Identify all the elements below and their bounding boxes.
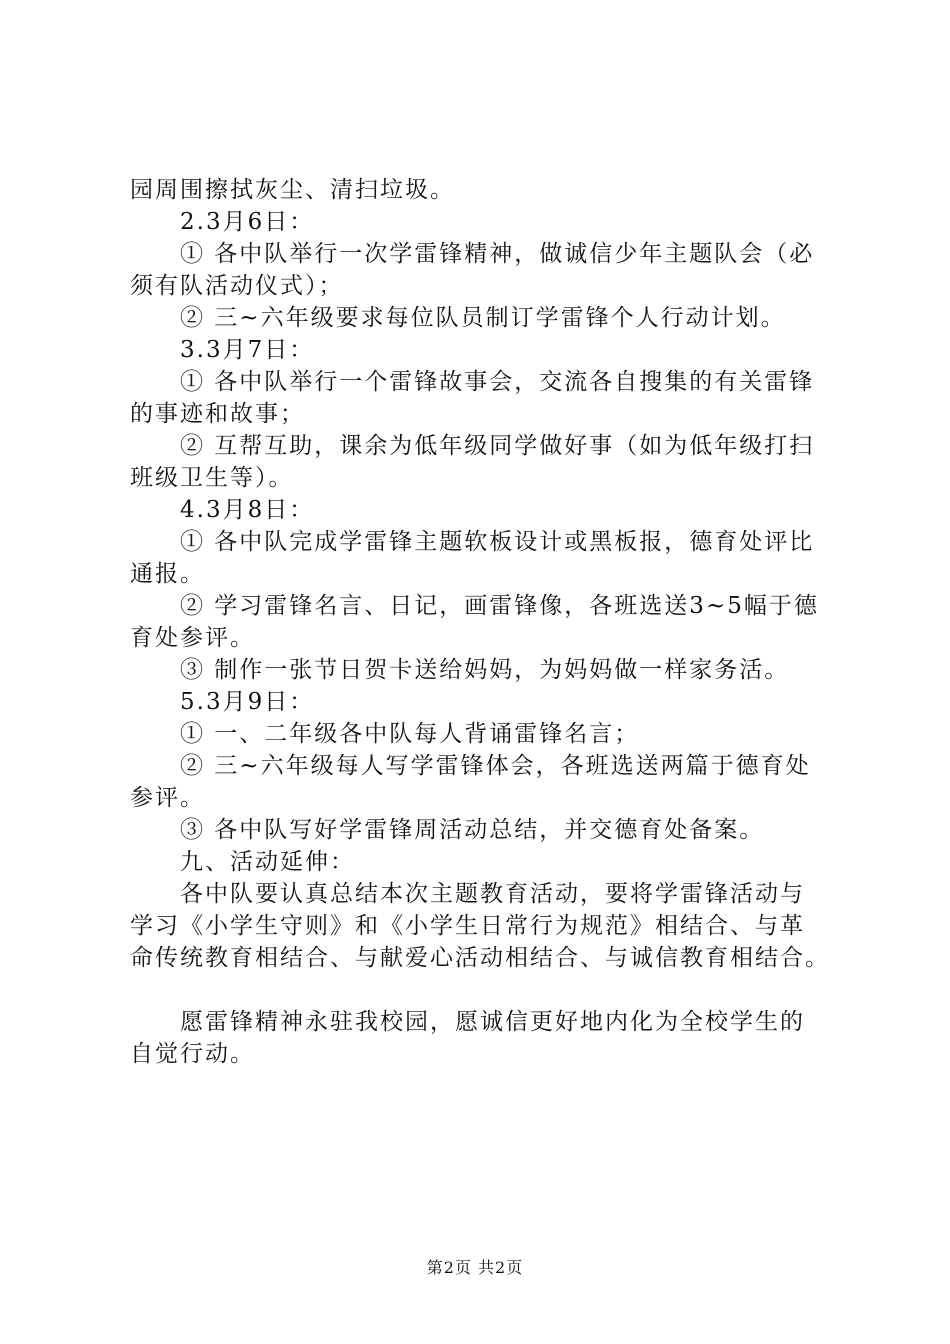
text-line: ② 三~六年级要求每位队员制订学雷锋个人行动计划。 [180, 305, 786, 331]
text-line: ① 一、二年级各中队每人背诵雷锋名言； [180, 721, 640, 747]
text-line: ② 学习雷锋名言、日记，画雷锋像，各班选送3~5幅于德 [180, 593, 819, 619]
text-line: ③ 各中队写好学雷锋周活动总结，并交德育处备案。 [180, 817, 765, 843]
closing-line: 愿雷锋精神永驻我校园，愿诚信更好地内化为全校学生的 [180, 1009, 805, 1035]
closing-line: 自觉行动。 [130, 1041, 255, 1067]
text-line: ① 各中队举行一个雷锋故事会，交流各自搜集的有关雷锋 [180, 369, 815, 395]
text-line: ① 各中队完成学雷锋主题软板设计或黑板报，德育处评比 [180, 529, 815, 555]
text-line: 学习《小学生守则》和《小学生日常行为规范》相结合、与革 [130, 913, 805, 939]
text-line: 育处参评。 [130, 625, 255, 651]
section-heading-mar9: 5.3月9日： [180, 689, 315, 715]
text-line: ① 各中队举行一次学雷锋精神，做诚信少年主题队会（必 [180, 241, 815, 267]
paragraph-spacer [130, 974, 850, 1006]
section-heading-mar6: 2.3月6日： [180, 209, 315, 235]
text-line: ③ 制作一张节日贺卡送给妈妈，为妈妈做一样家务活。 [180, 657, 790, 683]
text-line: 各中队要认真总结本次主题教育活动，要将学雷锋活动与 [180, 881, 805, 907]
text-line: 的事迹和故事； [130, 401, 305, 427]
text-line: 班级卫生等）。 [130, 465, 294, 491]
text-line: 命传统教育相结合、与献爱心活动相结合、与诚信教育相结合。 [130, 945, 830, 971]
page-footer: 第2页 共2页 [426, 1258, 524, 1277]
text-line: 通报。 [130, 561, 205, 587]
section-heading-extension: 九、活动延伸： [180, 849, 355, 875]
section-heading-mar7: 3.3月7日： [180, 337, 315, 363]
text-line: 园周围擦拭灰尘、清扫垃圾。 [130, 177, 455, 203]
text-line: 须有队活动仪式）； [130, 273, 344, 299]
text-line: 参评。 [130, 785, 205, 811]
text-line: ② 互帮互助，课余为低年级同学做好事（如为低年级打扫 [180, 433, 815, 459]
section-heading-mar8: 4.3月8日： [180, 497, 315, 523]
document-body [130, 174, 850, 1070]
text-line: ② 三~六年级每人写学雷锋体会，各班选送两篇于德育处 [180, 753, 811, 779]
